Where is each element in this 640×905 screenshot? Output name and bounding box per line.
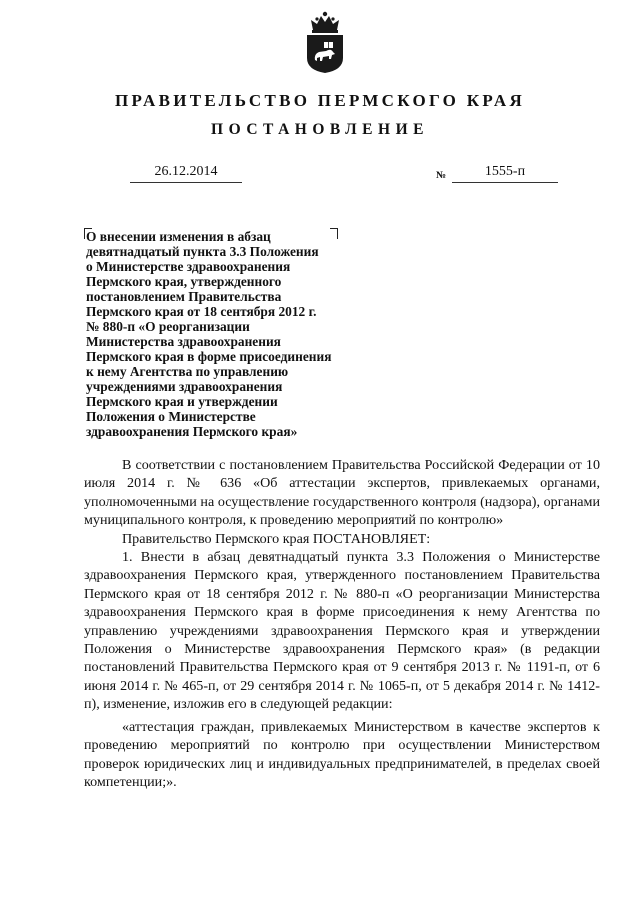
- subject-block: [86, 229, 376, 439]
- organization-title: ПРАВИТЕЛЬСТВО ПЕРМСКОГО КРАЯ: [114, 91, 526, 110]
- subject-line: постановлением Правительства: [86, 289, 282, 304]
- number-sign: №: [436, 170, 447, 181]
- subject-line: Пермского края в форме присоединения: [86, 349, 332, 364]
- subject-line: о Министерстве здравоохранения: [86, 259, 291, 274]
- decree-paragraph: Правительство Пермского края ПОСТАНОВЛЯЕТ:: [122, 530, 431, 547]
- subject-line: О внесении изменения в абзац: [86, 229, 271, 244]
- subject-line: Пермского края и утверждении: [86, 394, 278, 409]
- subject-line: Министерства здравоохранения: [86, 334, 281, 349]
- quoted-amendment-paragraph: «аттестация граждан, привлекаемых Министерством в качестве экспертов к проведению мероприятий по контролю при осуществлении Министерством проверок юридических лиц и индивидуальных предпринимателей, в пределах своей компетенции;».: [84, 718, 600, 790]
- subject-line: здравоохранения Пермского края»: [86, 424, 298, 439]
- subject-line: учреждениями здравоохранения: [86, 379, 283, 394]
- subject-line: Положения о Министерстве: [86, 409, 256, 424]
- subject-line: Пермского края от 18 сентября 2012 г.: [86, 304, 317, 319]
- subject-line: № 880-п «О реорганизации: [86, 319, 250, 334]
- subject-line: девятнадцатый пункта 3.3 Положения: [86, 244, 319, 259]
- subject-line: к нему Агентства по управлению: [86, 364, 289, 379]
- item-1-paragraph: 1. Внести в абзац девятнадцатый пункта 3.3 Положения о Министерстве здравоохранения Пермского края, утвержденного постановлением Правительства Пермского края от 18 сентября 2012 г. № 880-п «О реорганизации Министерства здравоохранения Пермского края в форме присоединения к нему Агентства по управлению учреждениями здравоохранения Пермского края и утверждении Положения о Министерстве здравоохранения Пермского края» (в редакции постановлений Правительства Пермского края от 9 сентября 2013 г. № 1191-п, от 6 июня 2014 г. № 465-п, от 29 сентября 2014 г. № 1065-п, от 5 декабря 2014 г. № 1412-п), изменение, изложив его в следующей редакции:: [84, 549, 600, 713]
- preamble-paragraph: В соответствии с постановлением Правительства Российской Федерации от 10 июля 2014 г. № 636 «Об аттестации экспертов, привлекаемых органами, уполномоченными на осуществление государственного контроля (надзора), органами муниципального контроля, к проведению мероприятий по контролю»: [84, 457, 600, 529]
- subject-line: Пермского края, утвержденного: [86, 274, 282, 289]
- document-number: 1555-п: [452, 164, 558, 183]
- document-body: [84, 456, 600, 791]
- document-date: 26.12.2014: [130, 164, 242, 183]
- perm-krai-coat-of-arms-icon: [304, 10, 346, 74]
- document-type: ПОСТАНОВЛЕНИЕ: [211, 121, 429, 138]
